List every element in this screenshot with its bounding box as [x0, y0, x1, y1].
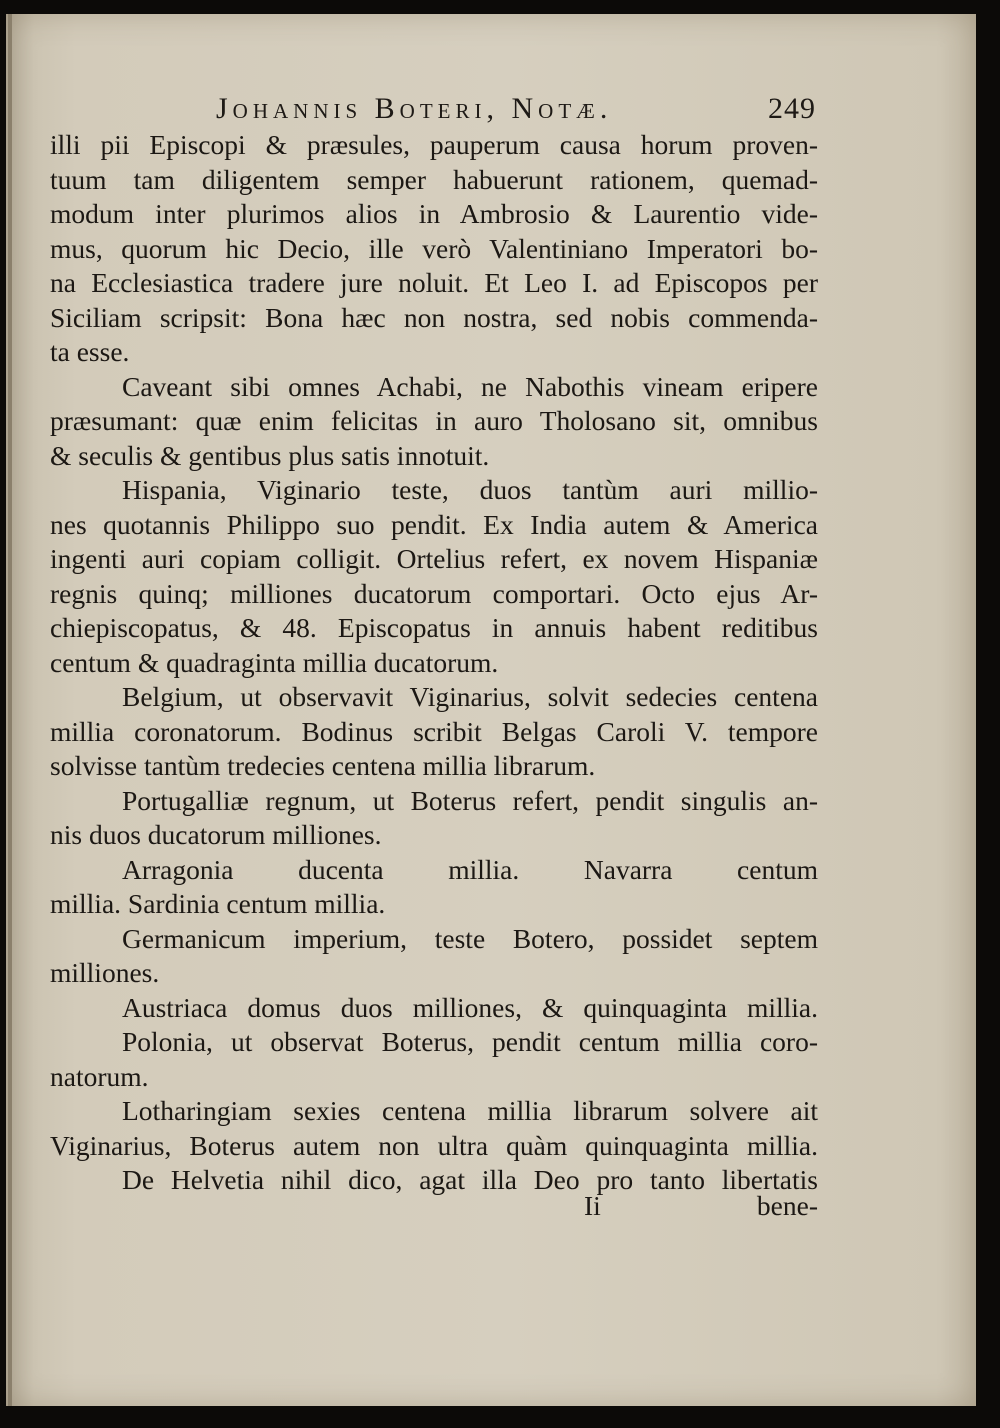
- text-line: nis duos ducatorum milliones.: [50, 819, 382, 850]
- text-line: millia coronatorum. Bodinus scribit Belgas Caroli V. tempore: [50, 715, 818, 747]
- text-line: chiepiscopatus, & 48. Episcopatus in annuis habent reditibus: [50, 612, 818, 643]
- text-line: regnis quinq; milliones ducatorum comportari. Octo ejus Ar-: [50, 577, 818, 609]
- text-line: natorum.: [50, 1060, 149, 1092]
- text-line: tuum tam diligentem semper habuerunt rationem, quemad-: [50, 163, 818, 195]
- text-line: na Ecclesiastica tradere jure noluit. Et Leo I. ad Episcopos per: [50, 267, 818, 298]
- page-header: [216, 92, 816, 132]
- text-line: Siciliam scripsit: Bona hæc non nostra, sed nobis commenda-: [50, 301, 818, 333]
- text-line: illi pii Episcopi & præsules, pauperum causa horum proven-: [50, 129, 818, 160]
- text-line: Belgium, ut observavit Viginarius, solvit sedecies centena: [122, 681, 818, 712]
- page-number: 249: [768, 92, 816, 125]
- page-footer: [50, 1190, 818, 1226]
- text-line: Lotharingiam sexies centena millia librarum solvere ait: [122, 1095, 818, 1126]
- text-line: Arragonia ducenta millia. Navarra centum: [122, 853, 818, 885]
- text-line: Polonia, ut observat Boterus, pendit centum millia coro-: [122, 1026, 818, 1057]
- book-page: [6, 14, 976, 1406]
- text-line: præsumant: quæ enim felicitas in auro Tholosano sit, omnibus: [50, 405, 818, 436]
- text-line: centum & quadraginta millia ducatorum.: [50, 646, 499, 678]
- running-title: Johannis Boteri, Notæ.: [216, 92, 613, 125]
- text-line: mus, quorum hic Decio, ille verò Valentiniano Imperatori bo-: [50, 232, 818, 264]
- text-line: modum inter plurimos alios in Ambrosio & Laurentio vide-: [50, 198, 818, 229]
- text-line: solvisse tantùm tredecies centena millia librarum.: [50, 750, 596, 781]
- catchword: bene-: [756, 1190, 818, 1221]
- text-line: Caveant sibi omnes Achabi, ne Nabothis vineam eripere: [122, 370, 818, 402]
- text-line: De Helvetia nihil dico, agat illa Deo pro tanto libertatis: [122, 1164, 818, 1195]
- text-line: millia. Sardinia centum millia.: [50, 888, 386, 919]
- text-line: Hispania, Viginario teste, duos tantùm auri millio-: [122, 474, 818, 505]
- text-line: Austriaca domus duos milliones, & quinquaginta millia.: [122, 991, 818, 1023]
- page-edge: [8, 14, 12, 1406]
- text-line: Viginarius, Boterus autem non ultra quàm quinquaginta millia.: [50, 1129, 818, 1161]
- text-line: ingenti auri copiam colligit. Ortelius refert, ex novem Hispaniæ: [50, 543, 818, 574]
- signature-mark: Ii: [584, 1190, 601, 1221]
- text-line: Portugalliæ regnum, ut Boterus refert, pendit singulis an-: [122, 784, 818, 816]
- text-line: nes quotannis Philippo suo pendit. Ex India autem & America: [50, 508, 818, 540]
- text-line: ta esse.: [50, 336, 130, 367]
- text-line: milliones.: [50, 957, 160, 988]
- text-line: & seculis & gentibus plus satis innotuit.: [50, 439, 490, 471]
- body-text: [50, 128, 818, 1198]
- text-line: Germanicum imperium, teste Botero, possidet septem: [122, 922, 818, 954]
